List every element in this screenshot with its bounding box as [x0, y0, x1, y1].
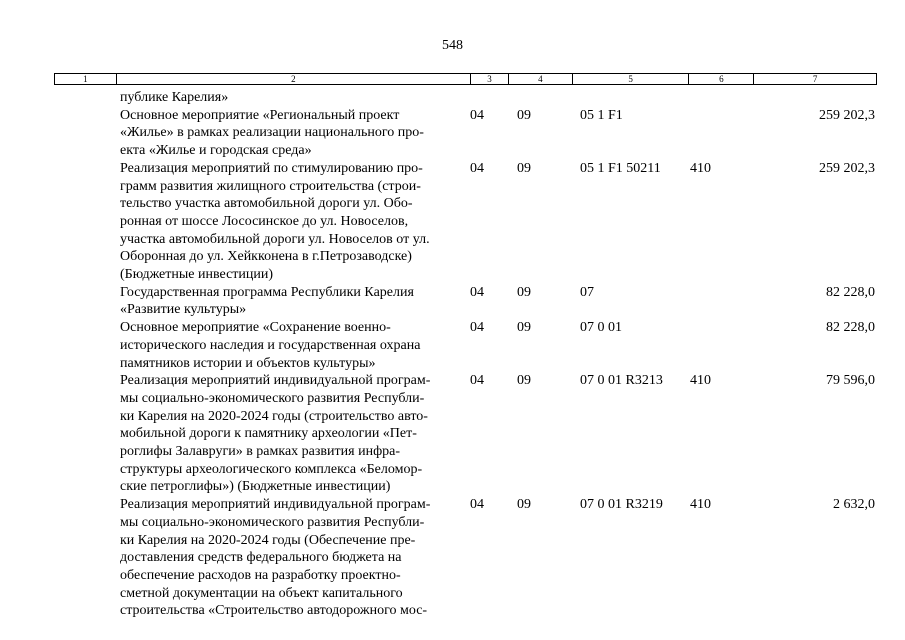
page-number: 548: [442, 38, 463, 53]
amount: 82 228,0: [826, 320, 875, 336]
description-line: Реализация мероприятий по стимулированию про-: [120, 160, 423, 176]
description-line: грамм развития жилищного строительства (строи-: [120, 178, 421, 194]
description-line: Оборонная до ул. Хейкконена в г.Петрозаводске): [120, 249, 412, 265]
description-line: мы социально-экономического развития Республи-: [120, 514, 425, 530]
expense-type-code: 410: [690, 497, 711, 513]
description-line: Основное мероприятие «Сохранение военно-: [120, 320, 391, 336]
header-col-1: 1: [55, 74, 117, 84]
amount: 2 632,0: [833, 497, 875, 513]
description-line: ские петроглифы») (Бюджетные инвестиции): [120, 479, 391, 495]
description-line: Реализация мероприятий индивидуальной програм-: [120, 373, 431, 389]
description-line: екта «Жилье и городская среда»: [120, 143, 312, 159]
description-line: сметной документации на объект капитального: [120, 585, 403, 601]
target-article-code: 05 1 F1: [580, 107, 623, 123]
section-code: 04: [470, 107, 484, 123]
description-line: ронная от шоссе Лососинское до ул. Новоселов,: [120, 213, 409, 229]
target-article-code: 07 0 01 R3219: [580, 497, 663, 513]
header-col-7: 7: [812, 74, 818, 84]
description-line: Государственная программа Республики Карелия: [120, 284, 414, 300]
description-line: ки Карелия на 2020-2024 годы (Обеспечение пре-: [120, 532, 416, 548]
header-col-6: 6: [689, 74, 754, 84]
expense-type-code: 410: [690, 160, 711, 176]
description-line: строительства «Строительство автодорожного мос-: [120, 603, 428, 619]
row-description: [120, 107, 460, 160]
section-code: 04: [470, 160, 484, 176]
description-line: структуры археологического комплекса «Беломор-: [120, 461, 423, 477]
amount: 259 202,3: [819, 160, 875, 176]
target-article-code: 05 1 F1 50211: [580, 160, 661, 176]
description-line: тельство участка автомобильной дороги ул. Обо-: [120, 196, 413, 212]
header-col-5: 5: [573, 74, 690, 84]
header-col-3: 3: [471, 74, 509, 84]
target-article-code: 07 0 01 R3213: [580, 373, 663, 389]
description-line: роглифы Залавруги» в рамках развития инфра-: [120, 444, 401, 459]
description-line: памятников истории и объектов культуры»: [120, 355, 376, 371]
row-description: [120, 372, 460, 496]
section-code: 04: [470, 497, 484, 513]
row-description: [120, 496, 460, 620]
section-code: 04: [470, 373, 484, 389]
amount: 79 596,0: [826, 373, 875, 389]
description-line: Основное мероприятие «Региональный проект: [120, 107, 400, 123]
header-col-2: 2: [117, 74, 471, 84]
description-line: ки Карелия на 2020-2024 годы (строительство авто-: [120, 408, 428, 424]
subsection-code: 09: [517, 107, 531, 123]
description-line: публике Карелия»: [120, 90, 229, 105]
header-col-4: 4: [509, 74, 573, 84]
description-line: участка автомобильной дороги ул. Новоселов от ул.: [120, 231, 430, 247]
description-line: (Бюджетные инвестиции): [120, 267, 274, 283]
description-line: «Жилье» в рамках реализации национального про-: [120, 125, 424, 141]
section-code: 04: [470, 320, 484, 336]
description-line: доставления средств федерального бюджета на: [120, 550, 402, 566]
subsection-code: 09: [517, 497, 531, 513]
row-description: [120, 89, 460, 107]
target-article-code: 07: [580, 284, 594, 300]
amount: 82 228,0: [826, 284, 875, 300]
row-description: [120, 160, 460, 284]
description-line: обеспечение расходов на разработку проектно-: [120, 567, 401, 583]
amount: 259 202,3: [819, 107, 875, 123]
subsection-code: 09: [517, 284, 531, 300]
subsection-code: 09: [517, 373, 531, 389]
description-line: Реализация мероприятий индивидуальной програм-: [120, 497, 431, 513]
table-header: [54, 73, 877, 85]
description-line: мы социально-экономического развития Республи-: [120, 390, 425, 406]
description-line: исторического наследия и государственная охрана: [120, 337, 421, 353]
target-article-code: 07 0 01: [580, 320, 622, 336]
description-line: мобильной дороги к памятнику археологии «Пет-: [120, 426, 417, 442]
section-code: 04: [470, 284, 484, 300]
subsection-code: 09: [517, 160, 531, 176]
description-line: «Развитие культуры»: [120, 302, 247, 318]
row-description: [120, 319, 460, 372]
subsection-code: 09: [517, 320, 531, 336]
expense-type-code: 410: [690, 373, 711, 389]
row-description: [120, 284, 460, 319]
